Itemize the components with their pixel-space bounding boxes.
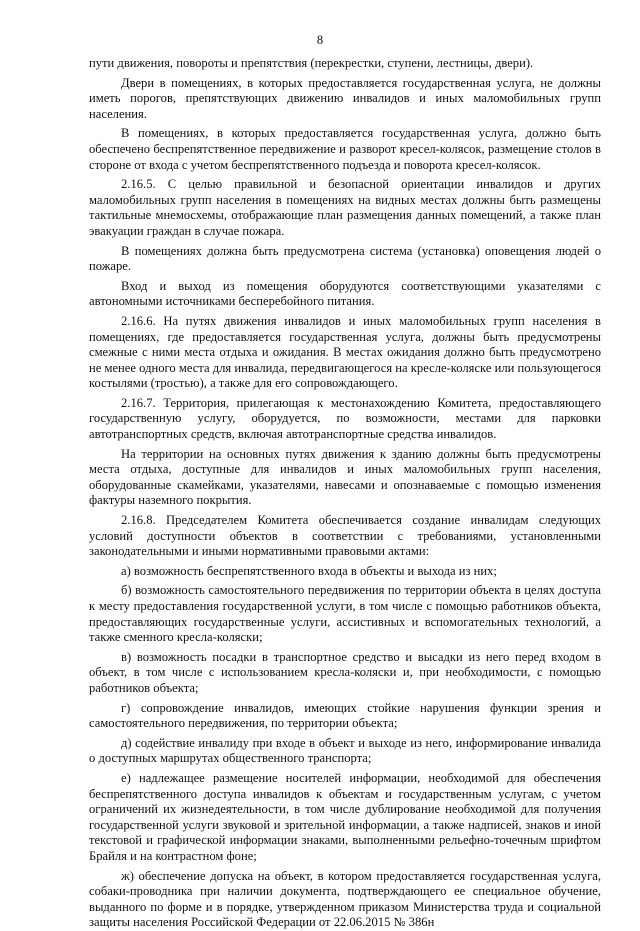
- paragraph: Двери в помещениях, в которых предоставляется государственная услуга, не должны иметь порогов, препятствующих движению инвалидов и иных маломобильных групп населения.: [89, 75, 601, 121]
- paragraph: 2.16.7. Территория, прилегающая к местонахождению Комитета, предоставляющего государственную услугу, оборудуется, по возможности, местами для парковки автотранспортных средств, включая автотранспортные средства инвалидов.: [89, 395, 601, 442]
- paragraph: Вход и выход из помещения оборудуются соответствующими указателями с автономными источниками бесперебойного питания.: [89, 278, 601, 309]
- paragraph: На территории на основных путях движения к зданию должны быть предусмотрены места отдыха, доступные для инвалидов и иных маломобильных групп населения, оборудованные скамейками, указателями, навесами и опознаваемые с помощью изменения фактуры наземного покрытия.: [89, 446, 601, 508]
- paragraph: 2.16.8. Председателем Комитета обеспечивается создание инвалидам следующих условий доступности объектов в соответствии с требованиями, установленными законодательными и иными нормативными правовыми актами:: [89, 513, 601, 559]
- paragraph: В помещениях должна быть предусмотрена система (установка) оповещения людей о пожаре.: [89, 243, 601, 274]
- list-item: ж) обеспечение допуска на объект, в котором предоставляется государственная услуга, собаки-проводника при наличии документа, подтверждающего ее специальное обучение, выданного по форме и в порядке, утвержденном приказом Министерства труда и социальной защиты населения Российской Федерации от 22.06.2015 № 386н: [89, 868, 601, 930]
- list-item: в) возможность посадки в транспортное средство и высадки из него перед входом в объект, в том числе с использованием кресла-коляски и, при необходимости, с помощью работников объекта;: [89, 649, 601, 695]
- page-number: 8: [316, 33, 324, 47]
- list-item: е) надлежащее размещение носителей информации, необходимой для обеспечения беспрепятственного доступа инвалидов к объектам и государственным услугам, с учетом ограничений их жизнедеятельности, в том числе дублирование необходимой для получения государственной услуги звуковой и зрительной информации, а также надписей, знаков и иной текстовой и графической информации знаками, выполненными рельефно-точечным шрифтом Брайля и на контрастном фоне;: [89, 770, 601, 863]
- list-item: б) возможность самостоятельного передвижения по территории объекта в целях доступа к месту предоставления государственной услуги, в том числе с помощью работников объекта, предоставляющих государственные услуги, ассистивных и вспомогательных технологий, а также сменного кресла-коляски;: [89, 583, 601, 645]
- list-item: г) сопровождение инвалидов, имеющих стойкие нарушения функции зрения и самостоятельного передвижения, по территории объекта;: [89, 700, 601, 731]
- paragraph: 2.16.6. На путях движения инвалидов и иных маломобильных групп населения в помещениях, где предоставляется государственная услуга, должны быть предусмотрены смежные с ними места отдыха и ожидания. В местах ожидания должно быть предусмотрено не менее одного места для инвалида, передвигающегося на кресле-коляске или пользующегося костылями (тростью), а также для его сопровождающего.: [89, 313, 601, 391]
- paragraph: пути движения, повороты и препятствия (перекрестки, ступени, лестницы, двери).: [89, 56, 534, 70]
- body-text: [89, 56, 601, 931]
- list-item: а) возможность беспрепятственного входа в объекты и выхода из них;: [121, 563, 497, 578]
- paragraph: 2.16.5. С целью правильной и безопасной ориентации инвалидов и других маломобильных групп населения в помещениях на видных местах должны быть размещены тактильные мнемосхемы, отображающие план размещения данных помещений, а также план эвакуации граждан в случае пожара.: [89, 177, 601, 238]
- paragraph: В помещениях, в которых предоставляется государственная услуга, должно быть обеспечено беспрепятственное передвижение и разворот кресел-колясок, размещение столов в стороне от входа с учетом беспрепятственного подъезда и поворота кресел-колясок.: [89, 126, 601, 172]
- list-item: д) содействие инвалиду при входе в объект и выходе из него, информирование инвалида о доступных маршрутах общественного транспорта;: [89, 735, 601, 766]
